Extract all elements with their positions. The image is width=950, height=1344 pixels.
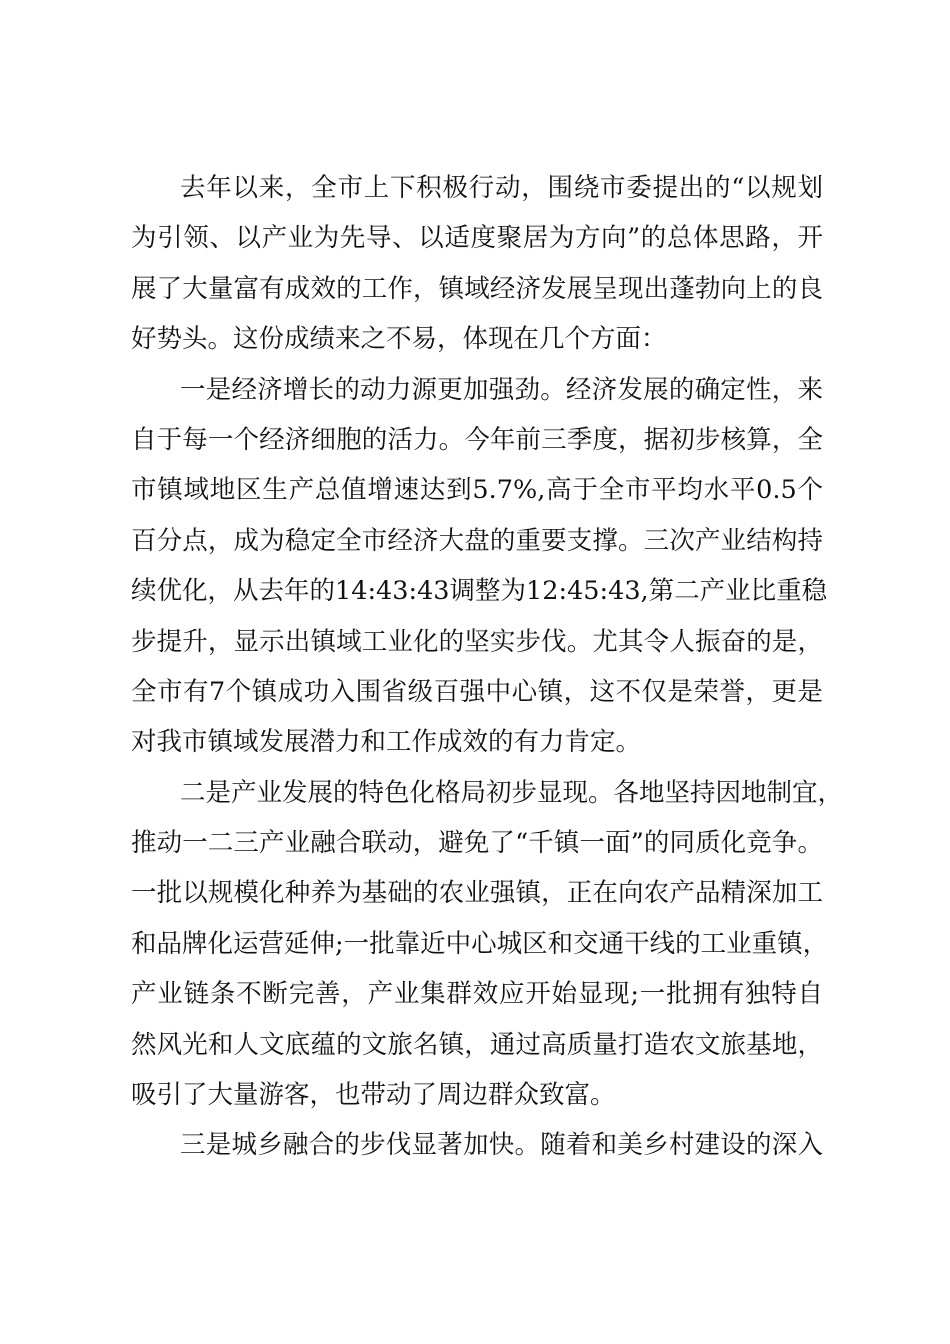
text-line: 对我市镇域发展潜力和工作成效的有力肯定。 — [131, 727, 642, 758]
text-line: 去年以来，全市上下积极行动，围绕市委提出的“以规划 — [180, 173, 823, 203]
text-line: 吸引了大量游客，也带动了周边群众致富。 — [131, 1080, 616, 1111]
paragraph — [131, 1120, 823, 1170]
text-line: 自于每一个经济细胞的活力。今年前三季度，据初步核算，全 — [131, 424, 823, 455]
paragraph — [131, 768, 844, 1121]
paragraph — [131, 163, 823, 365]
paragraph — [131, 365, 828, 768]
text-line: 市镇域地区生产总值增速达到5.7%,高于全市平均水平0.5个 — [131, 475, 823, 506]
text-line: 为引领、以产业为先导、以适度聚居为方向”的总体思路，开 — [131, 223, 823, 254]
text-line: 一是经济增长的动力源更加强劲。经济发展的确定性，来 — [180, 374, 823, 405]
text-line: 和品牌化运营延伸;一批靠近中心城区和交通干线的工业重镇， — [131, 928, 829, 959]
text-line: 百分点，成为稳定全市经济大盘的重要支撑。三次产业结构持 — [131, 525, 823, 556]
text-line: 好势头。这份成绩来之不易，体现在几个方面： — [131, 324, 667, 355]
text-line: 三是城乡融合的步伐显著加快。随着和美乡村建设的深入 — [180, 1130, 823, 1161]
text-line: 一批以规模化种养为基础的农业强镇，正在向农产品精深加工 — [131, 878, 823, 909]
text-line: 推动一二三产业融合联动，避免了“千镇一面”的同质化竞争。 — [131, 828, 823, 859]
text-line: 产业链条不断完善，产业集群效应开始显现;一批拥有独特自 — [131, 979, 823, 1010]
text-line: 续优化，从去年的14:43:43调整为12:45:43,第二产业比重稳 — [131, 576, 828, 607]
text-line: 展了大量富有成效的工作，镇域经济发展呈现出蓬勃向上的良 — [131, 273, 823, 304]
document-page — [131, 163, 844, 1171]
text-line: 全市有7个镇成功入围省级百强中心镇，这不仅是荣誉，更是 — [131, 676, 823, 707]
text-line: 步提升，显示出镇域工业化的坚实步伐。尤其令人振奋的是， — [131, 626, 823, 657]
text-line: 二是产业发展的特色化格局初步显现。各地坚持因地制宜， — [180, 777, 844, 808]
text-line: 然风光和人文底蕴的文旅名镇，通过高质量打造农文旅基地， — [131, 1029, 823, 1060]
